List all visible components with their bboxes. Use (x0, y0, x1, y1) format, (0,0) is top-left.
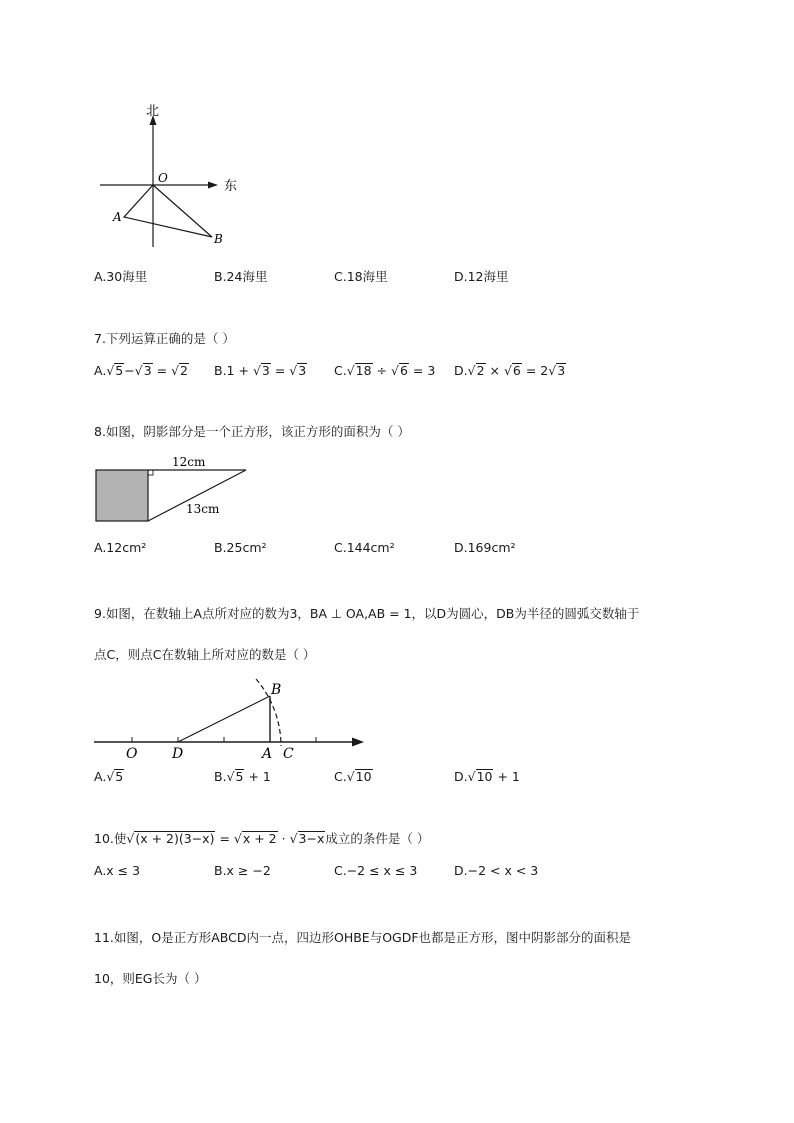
q7-option-b: B.1 + √3 = √3 (214, 363, 307, 378)
q7-stem: 7.下列运算正确的是（ ） (94, 331, 235, 346)
q10-option-a: A.x ≤ 3 (94, 863, 141, 878)
q9-option-d: D.√10 + 1 (454, 769, 520, 784)
east-arrowhead (208, 182, 218, 189)
q11-stem-line1: 11.如图，O是正方形ABCD内一点，四边形OHBE与OGDF也都是正方形，图中阴影部分的面积是 (94, 930, 632, 945)
point-b-label: B (214, 232, 223, 246)
number-line-arrowhead (352, 738, 364, 747)
point-a-label: A (113, 210, 122, 224)
segment-db (178, 696, 270, 742)
q8-stem: 8.如图，阴影部分是一个正方形，该正方形的面积为（ ） (94, 424, 410, 439)
q7-option-a: A.√5−√3 = √2 (94, 363, 188, 378)
q9-stem-line2: 点C，则点C在数轴上所对应的数是（ ） (94, 647, 316, 662)
q10-option-d: D.−2 < x < 3 (454, 863, 539, 878)
point-o-label: O (126, 746, 138, 762)
q7-option-d: D.√2 × √6 = 2√3 (454, 363, 566, 378)
point-a-label: A (262, 746, 273, 762)
number-line-figure (90, 676, 380, 766)
q9-option-b: B.√5 + 1 (214, 769, 271, 784)
triangle-oab (124, 185, 212, 237)
q9-option-a: A.√5 (94, 769, 124, 784)
q9-stem-line1: 9.如图，在数轴上A点所对应的数为3，BA ⊥ OA,AB = 1，以D为圆心，DB为半径的圆弧交数轴于 (94, 606, 640, 621)
q6-option-c: C.18海里 (334, 269, 388, 284)
q8-option-b: B.25cm² (214, 540, 267, 555)
q7-option-c: C.√18 ÷ √6 = 3 (334, 363, 436, 378)
point-d-label: D (172, 746, 184, 762)
point-o-label: O (158, 171, 168, 185)
top-leg-label: 12cm (172, 455, 206, 469)
q10-option-b: B.x ≥ −2 (214, 863, 271, 878)
q10-option-c: C.−2 ≤ x ≤ 3 (334, 863, 418, 878)
hypotenuse-label: 13cm (186, 502, 220, 516)
compass-figure (90, 95, 250, 255)
q10-stem: 10.使√(x + 2)(3−x) = √x + 2 · √3−x成立的条件是（ ） (94, 831, 430, 846)
point-c-label: C (283, 746, 294, 762)
shaded-square (96, 470, 148, 521)
q6-option-a: A.30海里 (94, 269, 148, 284)
point-b-label: B (271, 682, 282, 698)
q8-option-d: D.169cm² (454, 540, 516, 555)
square-triangle-figure (90, 452, 260, 532)
q6-option-b: B.24海里 (214, 269, 268, 284)
north-label: 北 (146, 104, 160, 119)
right-angle-mark (148, 470, 153, 475)
q6-option-d: D.12海里 (454, 269, 509, 284)
east-label: 东 (224, 179, 238, 194)
q8-option-a: A.12cm² (94, 540, 147, 555)
q11-stem-line2: 10，则EG长为（ ） (94, 971, 207, 986)
q9-option-c: C.√10 (334, 769, 372, 784)
q8-option-c: C.144cm² (334, 540, 395, 555)
